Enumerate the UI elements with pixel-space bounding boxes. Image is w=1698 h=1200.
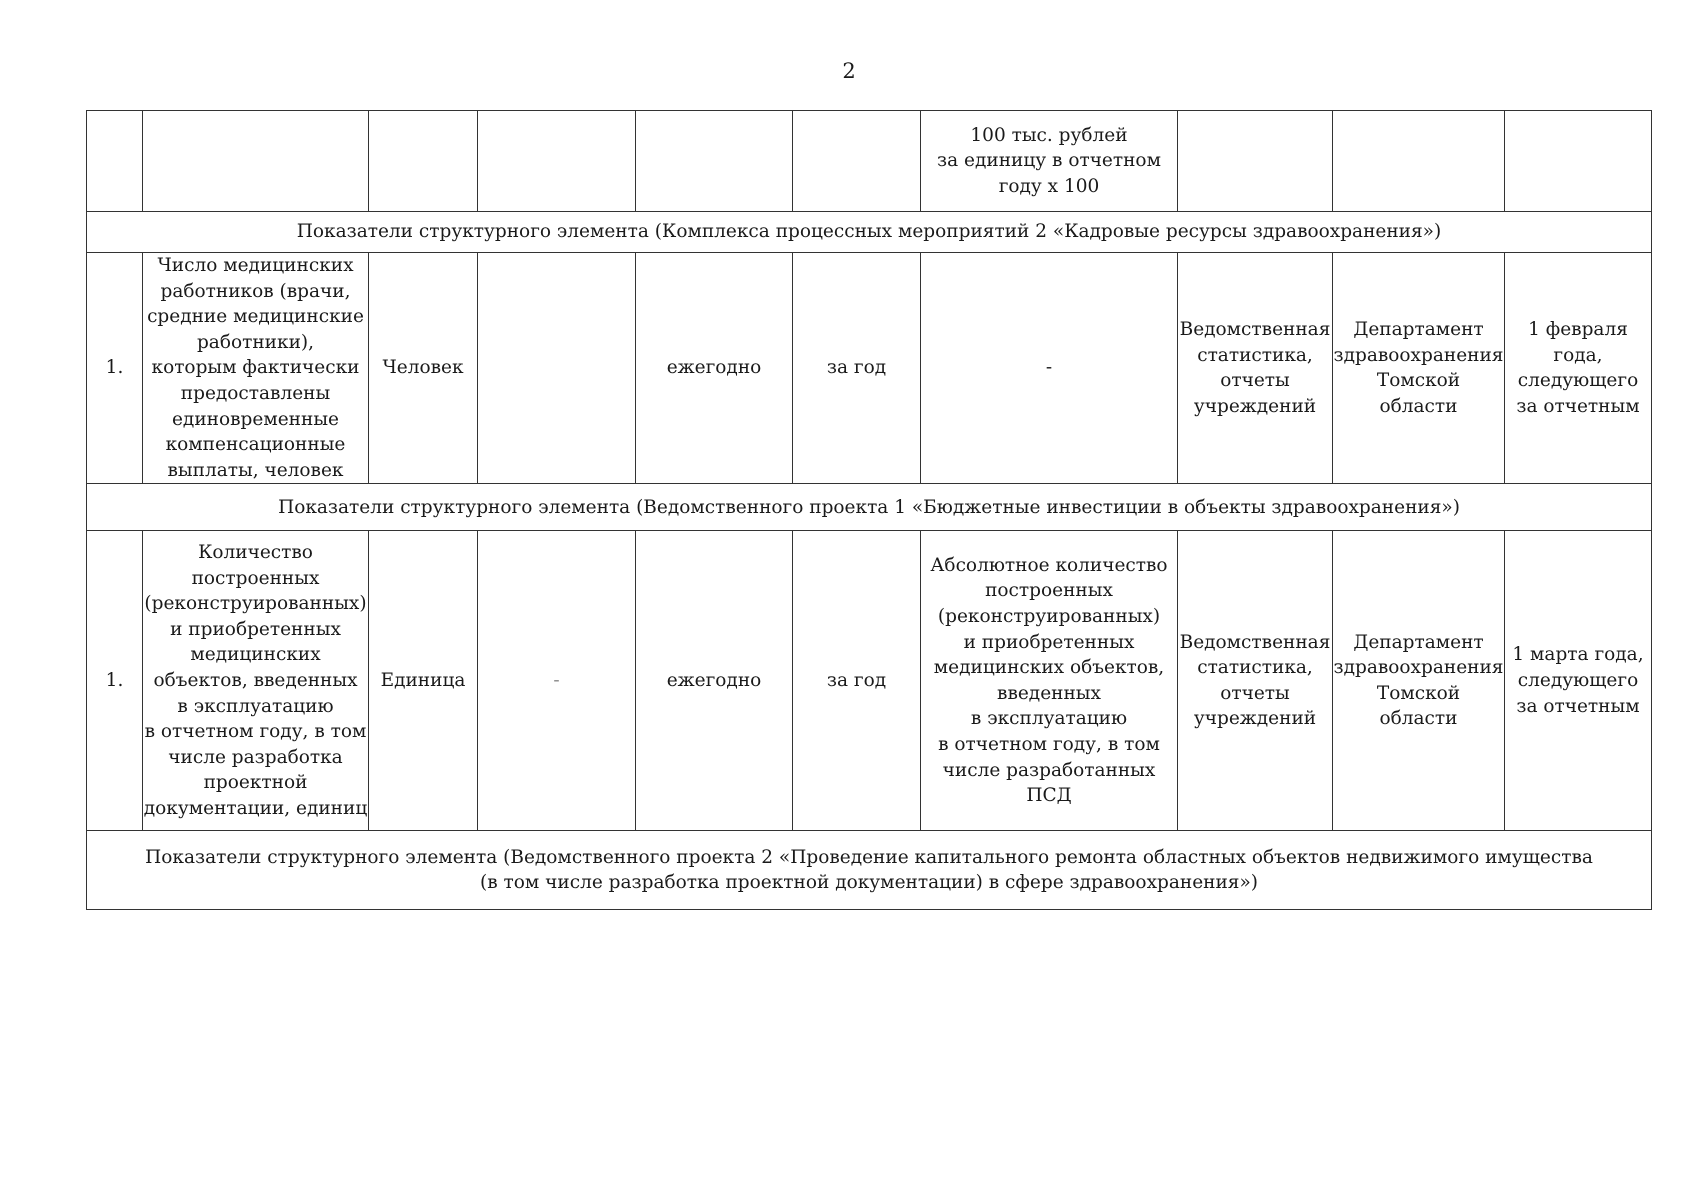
data-source: Ведомственная статистика, отчеты учреждений: [1179, 318, 1331, 417]
column-4-value: -: [478, 531, 636, 831]
column-4-value: [478, 253, 636, 484]
table-row: [87, 531, 1652, 831]
section-header: [87, 484, 1652, 531]
deadline: 1 февраля года, следующего за отчетным: [1516, 318, 1640, 417]
data-source: Ведомственная статистика, отчеты учреждений: [1179, 631, 1331, 730]
table-row: [87, 253, 1652, 484]
section-title: Показатели структурного элемента (Комплекса процессных мероприятий 2 «Кадровые ресурсы здравоохранения»): [87, 212, 1652, 253]
row-number: 1.: [87, 531, 143, 831]
table-cell: [369, 111, 478, 212]
responsible-cell: [1333, 531, 1505, 831]
section-title-cell: [87, 831, 1652, 910]
row-number: 1.: [87, 253, 143, 484]
table-cell: [478, 111, 636, 212]
responsible-cell: [1333, 253, 1505, 484]
indicator-name: Количество построенных (реконструированных) и приобретенных медицинских объектов, введенных в эксплуатацию в отчетном году, в том числе разработка проектной документации, единиц: [143, 542, 368, 820]
responsible: Департамент здравоохранения Томской области: [1333, 318, 1504, 417]
period: за год: [793, 531, 921, 831]
deadline: 1 марта года, следующего за отчетным: [1512, 644, 1644, 717]
table-cell: [143, 111, 369, 212]
indicator-name-cell: [143, 253, 369, 484]
calculation-text: 100 тыс. рублей за единицу в отчетном году х 100: [937, 124, 1161, 197]
unit: Единица: [369, 531, 478, 831]
source-cell: [1178, 253, 1333, 484]
indicators-table: [86, 110, 1652, 910]
section-header: [87, 212, 1652, 253]
frequency: ежегодно: [636, 253, 793, 484]
continuation-row: [87, 111, 1652, 212]
indicator-name-cell: [143, 531, 369, 831]
deadline-cell: [1505, 253, 1652, 484]
section-header: [87, 831, 1652, 910]
method: Абсолютное количество построенных (реконструированных) и приобретенных медицинских объектов, введенных в эксплуатацию в отчетном году, в том числе разработанных ПСД: [930, 554, 1168, 807]
deadline-cell: [1505, 531, 1652, 831]
table-cell: [1505, 111, 1652, 212]
method-cell: [921, 531, 1178, 831]
responsible: Департамент здравоохранения Томской области: [1333, 631, 1504, 730]
section-title: Показатели структурного элемента (Ведомственного проекта 2 «Проведение капитального ремонта областных объектов недвижимого имущества (в том числе разработка проектной документации) в сфере здравоохранения»): [145, 846, 1593, 894]
frequency: ежегодно: [636, 531, 793, 831]
table-cell: [636, 111, 793, 212]
table-cell: [1178, 111, 1333, 212]
page-number: 2: [842, 59, 856, 83]
unit: Человек: [369, 253, 478, 484]
table-cell: [87, 111, 143, 212]
method: -: [921, 253, 1178, 484]
indicator-name: Число медицинских работников (врачи, средние медицинские работники), которым фактически предоставлены единовременные компенсационные выплаты, человек: [147, 255, 364, 481]
calculation-cell: [921, 111, 1178, 212]
table-cell: [1333, 111, 1505, 212]
source-cell: [1178, 531, 1333, 831]
table-cell: [793, 111, 921, 212]
section-title: Показатели структурного элемента (Ведомственного проекта 1 «Бюджетные инвестиции в объекты здравоохранения»): [87, 484, 1652, 531]
period: за год: [793, 253, 921, 484]
